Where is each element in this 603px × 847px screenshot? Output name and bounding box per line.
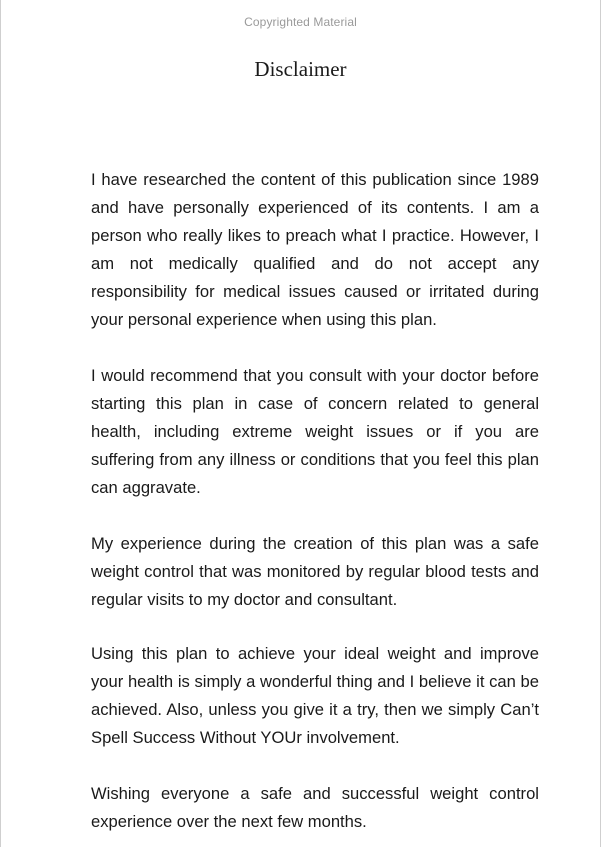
paragraph-wishing: Wishing everyone a safe and successful weight control experience over the next few months. [91, 784, 539, 831]
page-title: Disclaimer [254, 57, 347, 81]
paragraph-experience: My experience during the creation of this plan was a safe weight control that was monitored by regular blood tests and regular visits to my doctor and consultant. [91, 534, 539, 609]
paragraph-achieve-weight: Using this plan to achieve your ideal weight and improve your health is simply a wonderful thing and I believe it can be achieved. Also, unless you give it a try, then we simply Can’t Spell Success Without YOUr involvement. [91, 644, 539, 747]
copyright-watermark: Copyrighted Material [244, 15, 357, 29]
paragraph-research: I have researched the content of this publication since 1989 and have personally experienced of its contents. I am a person who really likes to preach what I practice. However, I am not medically qualified and do not accept any responsibility for medical issues caused or irritated during your personal experience when using this plan. [91, 170, 539, 329]
paragraph-consult-doctor: I would recommend that you consult with your doctor before starting this plan in case of concern related to general health, including extreme weight issues or if you are suffering from any illness or conditions that you feel this plan can aggravate. [91, 366, 539, 497]
